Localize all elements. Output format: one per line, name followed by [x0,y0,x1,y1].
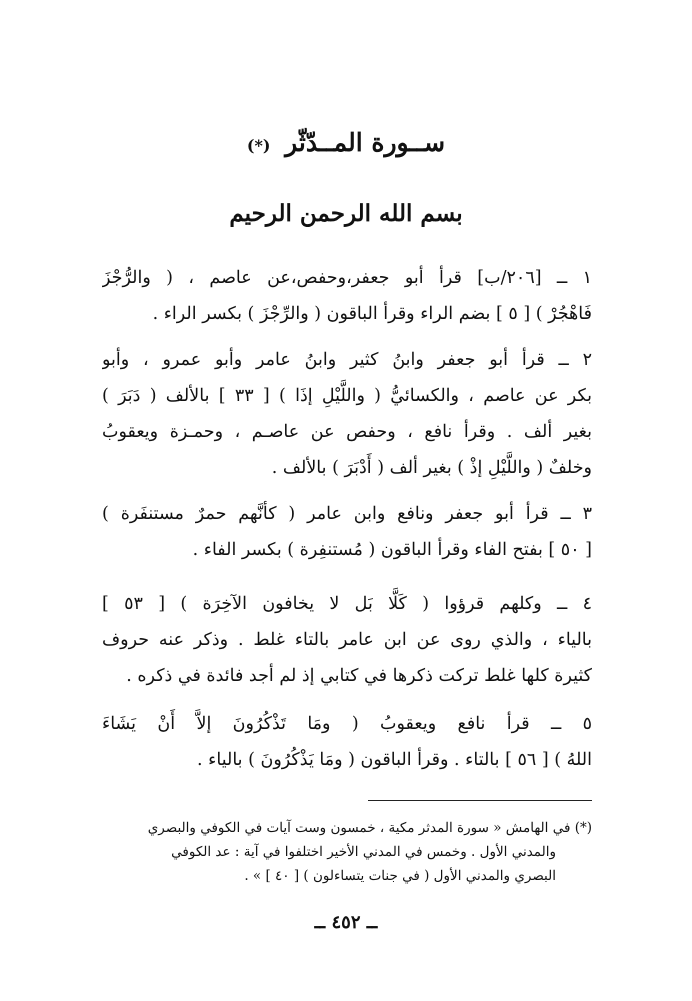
paragraph-line: بغير ألف . وقرأ نافع ، وحفص عن عاصـم ، وحمـزة ويعقوبُ [102,422,592,442]
footnote-line: البصري والمدني الأول ( في جنات يتساءلون ) [ ٤٠ ] » . [244,868,556,884]
footnote-line: والمدني الأول . وخمس في المدني الأخير اختلفوا في آية : عد الكوفي [171,844,556,860]
paragraph-line: [ ٥٠ ] بفتح الفاء وقرأ الباقون ( مُستنفِرة ) بكسر الفاء . [192,540,592,560]
paragraph-line: ٤ ــ وكلهم قرؤوا ( كَلَّا بَل لا يخافون الآخِرَة ) [ ٥٣ ] [102,594,592,614]
paragraph-3 [102,496,592,568]
basmala: بسم الله الرحمن الرحيم [229,200,463,227]
paragraph-line: ٣ ــ قرأ أبو جعفر ونافع وابن عامر ( كأنَّهم حمرٌ مستنفَرة ) [102,504,592,524]
surah-title [0,128,692,157]
paragraph-5 [102,706,592,778]
footnote [102,816,592,888]
paragraph-line: وخلفٌ ( واللَّيْلِ إذْ ) بغير ألف ( أَدْبَرَ ) بالألف . [271,458,592,478]
footnote-marker: (*) [246,136,271,155]
paragraph-line: اللهُ ) [ ٥٦ ] بالتاء . وقرأ الباقون ( ومَا يَذْكُرُونَ ) بالياء . [197,750,592,770]
paragraph-line: ٢ ــ قرأ أبو جعفر وابنُ كثير وابنُ عامر وأبو عمرو ، وأبو [102,350,592,370]
paragraph-line: بكر عن عاصم ، والكسائيُّ ( واللَّيْلِ إذَا ) [ ٣٣ ] بالألف ( دَبَرَ ) [102,386,592,406]
page-number: ــ ٤٥٢ ــ [314,912,378,933]
paragraph-line: كثيرة كلها غلط تركت ذكرها في كتابي إذ لم أجد فائدة في ذكره . [126,666,592,686]
surah-title-text: ســورة المــدّثّر [285,128,446,157]
footnote-line: (*) في الهامش « سورة المدثر مكية ، خمسون وست آيات في الكوفي والبصري [147,820,592,836]
paragraph-line: بالياء ، والذي روى عن ابن عامر بالتاء غلط . وذكر عنه حروف [102,630,592,650]
paragraph-4 [102,586,592,694]
paragraph-line: فَاهْجُرْ ) [ ٥ ] بضم الراء وقرأ الباقون ( والرِّجْزَ ) بكسر الراء . [152,304,592,324]
paragraph-2 [102,342,592,486]
paragraph-1 [102,260,592,332]
footnote-divider [368,800,592,801]
paragraph-line: ٥ ــ قرأ نافع ويعقوبُ ( ومَا تَذْكُرُونَ إلاَّ أَنْ يَشَاءَ [102,714,592,734]
paragraph-line: ١ ــ [٢٠٦/ب] قرأ أبو جعفر،وحفص،عن عاصم ، ( والرُّجْزَ [102,268,592,288]
